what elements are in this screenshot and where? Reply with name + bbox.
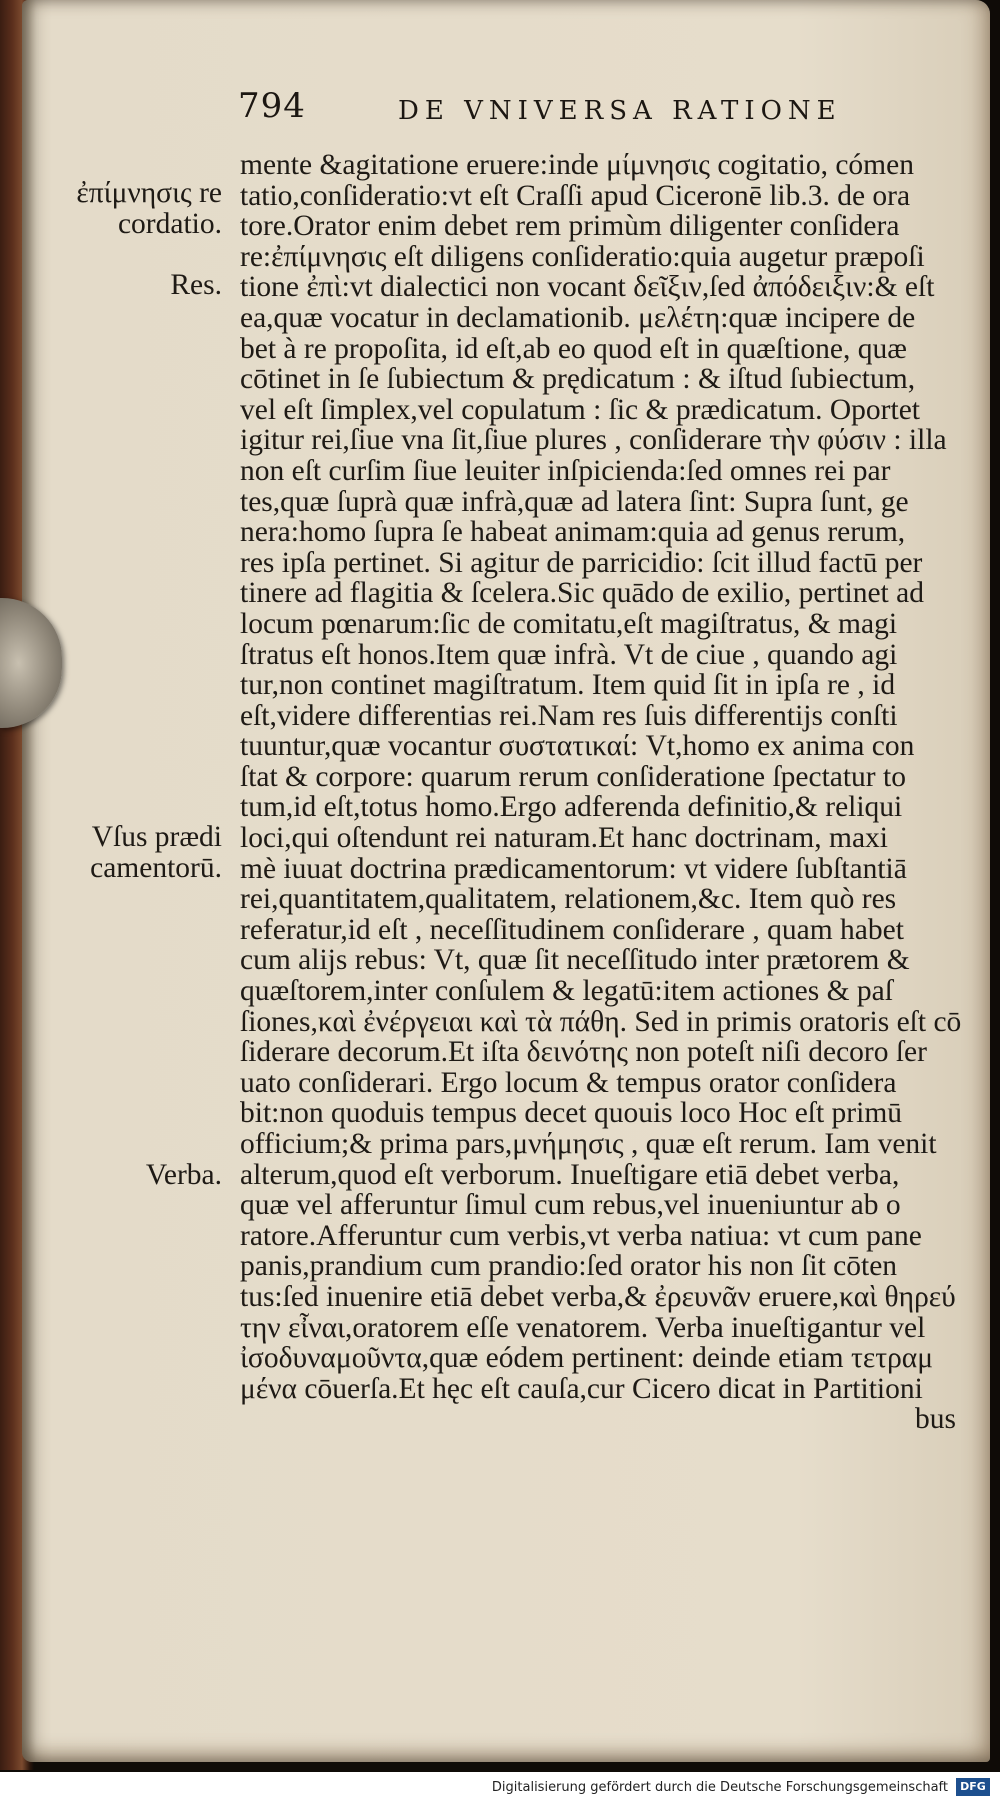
margin-note-recordatio: cordatio. xyxy=(117,208,222,240)
text-line: panis,prandium cum prandio:ſed orator his non ſit cōten xyxy=(240,1250,898,1283)
text-line: cum alijs rebus: Vt, quæ ſit neceſſitudo inter prætorem & xyxy=(240,944,910,977)
text-line: tum,id eſt,totus homo.Ergo adferenda definitio,& reliqui xyxy=(240,791,903,824)
text-line: tes,quæ ſuprà quæ infrà,quæ ad latera ſint: Supra ſunt, ge xyxy=(240,485,909,518)
text-line: tore.Orator enim debet rem primùm diligenter conſidera xyxy=(240,210,900,243)
text-line: bet à re propoſita, id eſt,ab eo quod eſt in quæſtione, quæ xyxy=(240,332,907,365)
margin-note-camentorum: camentorū. xyxy=(90,852,222,884)
margin-note-vsus-praedi: Vſus prædi xyxy=(91,821,222,853)
text-line: non eſt curſim ſiue leuiter inſpicienda:ſed omnes rei par xyxy=(240,454,891,487)
text-line: referatur,id eſt , neceſſitudinem conſiderare , quam habet xyxy=(240,913,904,946)
text-block xyxy=(240,150,960,1435)
text-line: quæ vel afferuntur ſimul cum rebus,vel inueniuntur ab o xyxy=(240,1189,901,1222)
margin-note-epimnesis: ἐπίμνησις re xyxy=(76,177,222,209)
text-line: cōtinet in ſe ſubiectum & prędicatum : & iſtud ſubiectum, xyxy=(240,363,916,396)
text-line: eſt,videre differentias rei.Nam res ſuis differentijs conſti xyxy=(240,699,898,732)
text-line: nera:homo ſupra ſe habeat animam:quia ad genus rerum, xyxy=(240,516,906,549)
text-line: tuuntur,quæ vocantur συστατικαί: Vt,homo ex anima con xyxy=(240,730,915,763)
text-line: rei,quantitatem,qualitatem, relationem,&c. Item quò res xyxy=(240,883,897,916)
text-line: alterum,quod eſt verborum. Inueſtigare etiā debet verba, xyxy=(240,1158,900,1191)
text-line: mente &agitatione eruere:inde μίμνησις cogitatio, cómen xyxy=(240,149,914,181)
margin-note-verba: Verba. xyxy=(145,1159,222,1191)
margin-note-res: Res. xyxy=(170,269,222,301)
funding-credit: Digitalisierung gefördert durch die Deutsche Forschungsgemeinschaft xyxy=(491,1780,948,1795)
text-line: loci,qui oſtendunt rei naturam.Et hanc doctrinam, maxi xyxy=(240,822,888,855)
text-line: re:ἐπίμνησις eſt diligens conſideratio:quia augetur præpoſi xyxy=(240,240,925,273)
text-line: tur,non continet magiſtratum. Item quid ſit in ipſa re , id xyxy=(240,669,896,702)
text-line: ἰσοδυναμοῦντα,quæ eódem pertinent: deinde etiam τετραμ xyxy=(240,1342,934,1375)
text-line: res ipſa pertinet. Si agitur de parricidio: ſcit illud factū per xyxy=(240,546,923,579)
text-line: vel eſt ſimplex,vel copulatum : ſic & prædicatum. Oportet xyxy=(240,393,920,426)
page-header xyxy=(238,86,938,136)
footer-bar xyxy=(0,1772,1000,1803)
text-line: quæſtorem,inter conſulem & legatū:item actiones & paſ xyxy=(240,975,893,1008)
text-line: ſtratus eſt honos.Item quæ infrà. Vt de ciue , quando agi xyxy=(240,638,898,671)
text-line: igitur rei,ſiue vna ſit,ſiue plures , conſiderare τὴν φύσιν : illa xyxy=(240,424,947,457)
text-line: tinere ad flagitia & ſcelera.Sic quādo de exilio, pertinet ad xyxy=(240,577,924,610)
running-title: DE VNIVERSA RATIONE xyxy=(398,96,842,126)
text-line: την εἶναι,oratorem eſſe venatorem. Verba inueſtigantur vel xyxy=(240,1311,926,1344)
text-line: ſiones,καὶ ἐνέργειαι καὶ τὰ πάθη. Sed in primis oratoris eſt cō xyxy=(240,1005,962,1038)
dfg-logo-icon: DFG xyxy=(956,1778,990,1796)
text-line: ſtat & corpore: quarum rerum conſideratione ſpectatur to xyxy=(240,760,906,793)
text-line: tione ἐπὶ:vt dialectici non vocant δεῖξιν,ſed ἀπόδειξιν:& eſt xyxy=(240,271,935,304)
text-line: mè iuuat doctrina prædicamentorum: vt videre ſubſtantiā xyxy=(240,852,907,885)
text-line: ratore.Afferuntur cum verbis,vt verba natiua: vt cum pane xyxy=(240,1219,922,1252)
catchword: bus xyxy=(915,1403,956,1436)
text-line: bit:non quoduis tempus decet quouis loco Hoc eſt primū xyxy=(240,1097,903,1130)
text-line: ea,quæ vocatur in declamationib. μελέτη:quæ incipere de xyxy=(240,301,916,334)
page-number: 794 xyxy=(238,86,306,126)
text-line: μένα cōuerſa.Et hęc eſt cauſa,cur Cicero dicat in Partitioni xyxy=(240,1372,923,1405)
text-line: uato conſiderari. Ergo locum & tempus orator conſidera xyxy=(240,1066,897,1099)
text-line: officium;& prima pars,μνήμησις , quæ eſt rerum. Iam venit xyxy=(240,1128,937,1160)
text-line: tus:ſed inuenire etiā debet verba,& ἐρευνᾶν eruere,καὶ θηρεύ xyxy=(240,1280,956,1313)
text-line: locum pœnarum:ſic de comitatu,eſt magiſtratus, & magi xyxy=(240,607,898,640)
text-line: tatio,conſideratio:vt eſt Craſſi apud Ciceronē lib.3. de ora xyxy=(240,179,911,212)
text-line: ſiderare decorum.Et iſta δεινότης non poteſt niſi decoro ſer xyxy=(240,1036,927,1069)
